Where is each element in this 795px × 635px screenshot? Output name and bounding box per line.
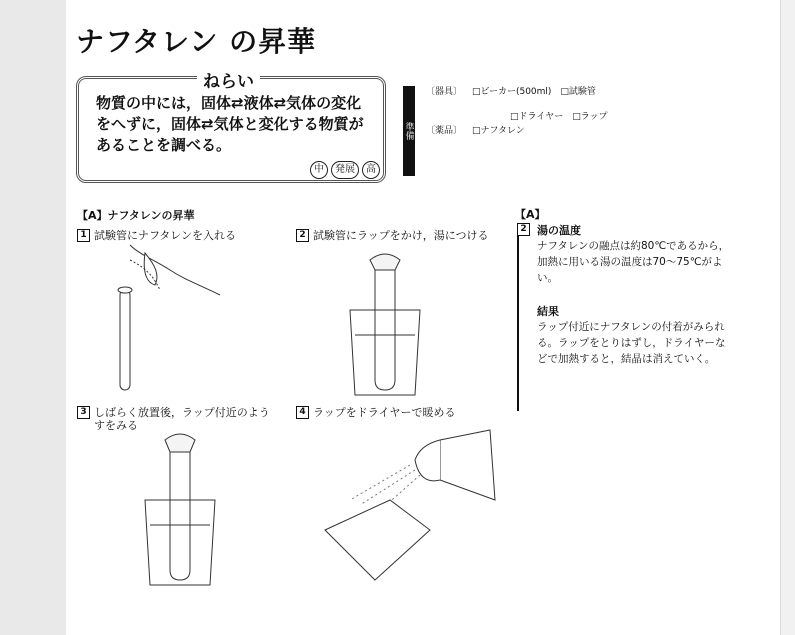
page-title: ナフタレン の昇華 bbox=[76, 25, 317, 58]
section-a-heading: 【A】ナフタレンの昇華 bbox=[77, 209, 195, 222]
badge-high: 高 bbox=[362, 161, 380, 179]
step-3-text: しばらく放置後，ラップ付近のようすをみる bbox=[94, 406, 270, 432]
note-step-number: 2 bbox=[517, 223, 530, 236]
preparation-tab: 準備 bbox=[403, 86, 415, 176]
equipment-line2: □ドライヤー □ラップ bbox=[510, 112, 608, 122]
note-text-result: ラップ付近にナフタレンの付着がみられる。ラップをとりはずし，ドライヤーなどで加熱すると，結晶は消えていく。 bbox=[537, 321, 726, 365]
step-4-number: 4 bbox=[296, 406, 309, 419]
dryer-heating-wrap-illustration bbox=[320, 430, 500, 595]
badge-middle: 中 bbox=[310, 161, 328, 179]
equipment-line1: □ビーカー(500ml) □試験管 bbox=[472, 87, 596, 97]
goal-text: 物質の中には，固体⇄液体⇄気体の変化をへずに，固体⇄気体と変化する物質があることを調べる。 bbox=[96, 94, 364, 154]
badge-advanced: 発展 bbox=[331, 161, 359, 179]
step-1 bbox=[77, 229, 267, 242]
equipment-label: 〔器具〕 bbox=[426, 87, 463, 97]
note-title-temperature: 湯の温度 bbox=[537, 224, 581, 237]
notes-heading: 【A】 bbox=[515, 208, 546, 221]
step-2-text: 試験管にラップをかけ，湯につける bbox=[313, 229, 489, 242]
note-title-result: 結果 bbox=[537, 305, 559, 318]
chemicals-label: 〔薬品〕 bbox=[426, 126, 463, 136]
step-2 bbox=[296, 229, 496, 242]
level-badges bbox=[310, 161, 380, 179]
step-1-text: 試験管にナフタレンを入れる bbox=[94, 229, 236, 242]
chemicals-list: □ナフタレン bbox=[472, 126, 525, 136]
beaker-observation-illustration bbox=[135, 430, 225, 590]
beaker-with-test-tube-illustration bbox=[340, 250, 430, 400]
step-2-number: 2 bbox=[296, 229, 309, 242]
step-4-text: ラップをドライヤーで暖める bbox=[313, 406, 456, 419]
step-4 bbox=[296, 406, 496, 419]
step-3 bbox=[77, 406, 277, 432]
notes-rule bbox=[517, 223, 519, 411]
page-edge bbox=[780, 0, 795, 635]
goal-title: ねらい bbox=[197, 67, 260, 92]
step-3-number: 3 bbox=[77, 406, 90, 419]
note-text-temperature: ナフタレンの融点は約80℃であるから，加熱に用いる湯の温度は70〜75℃がよい。 bbox=[537, 240, 730, 284]
test-tube-filling-illustration bbox=[100, 245, 240, 395]
step-1-number: 1 bbox=[77, 229, 90, 242]
